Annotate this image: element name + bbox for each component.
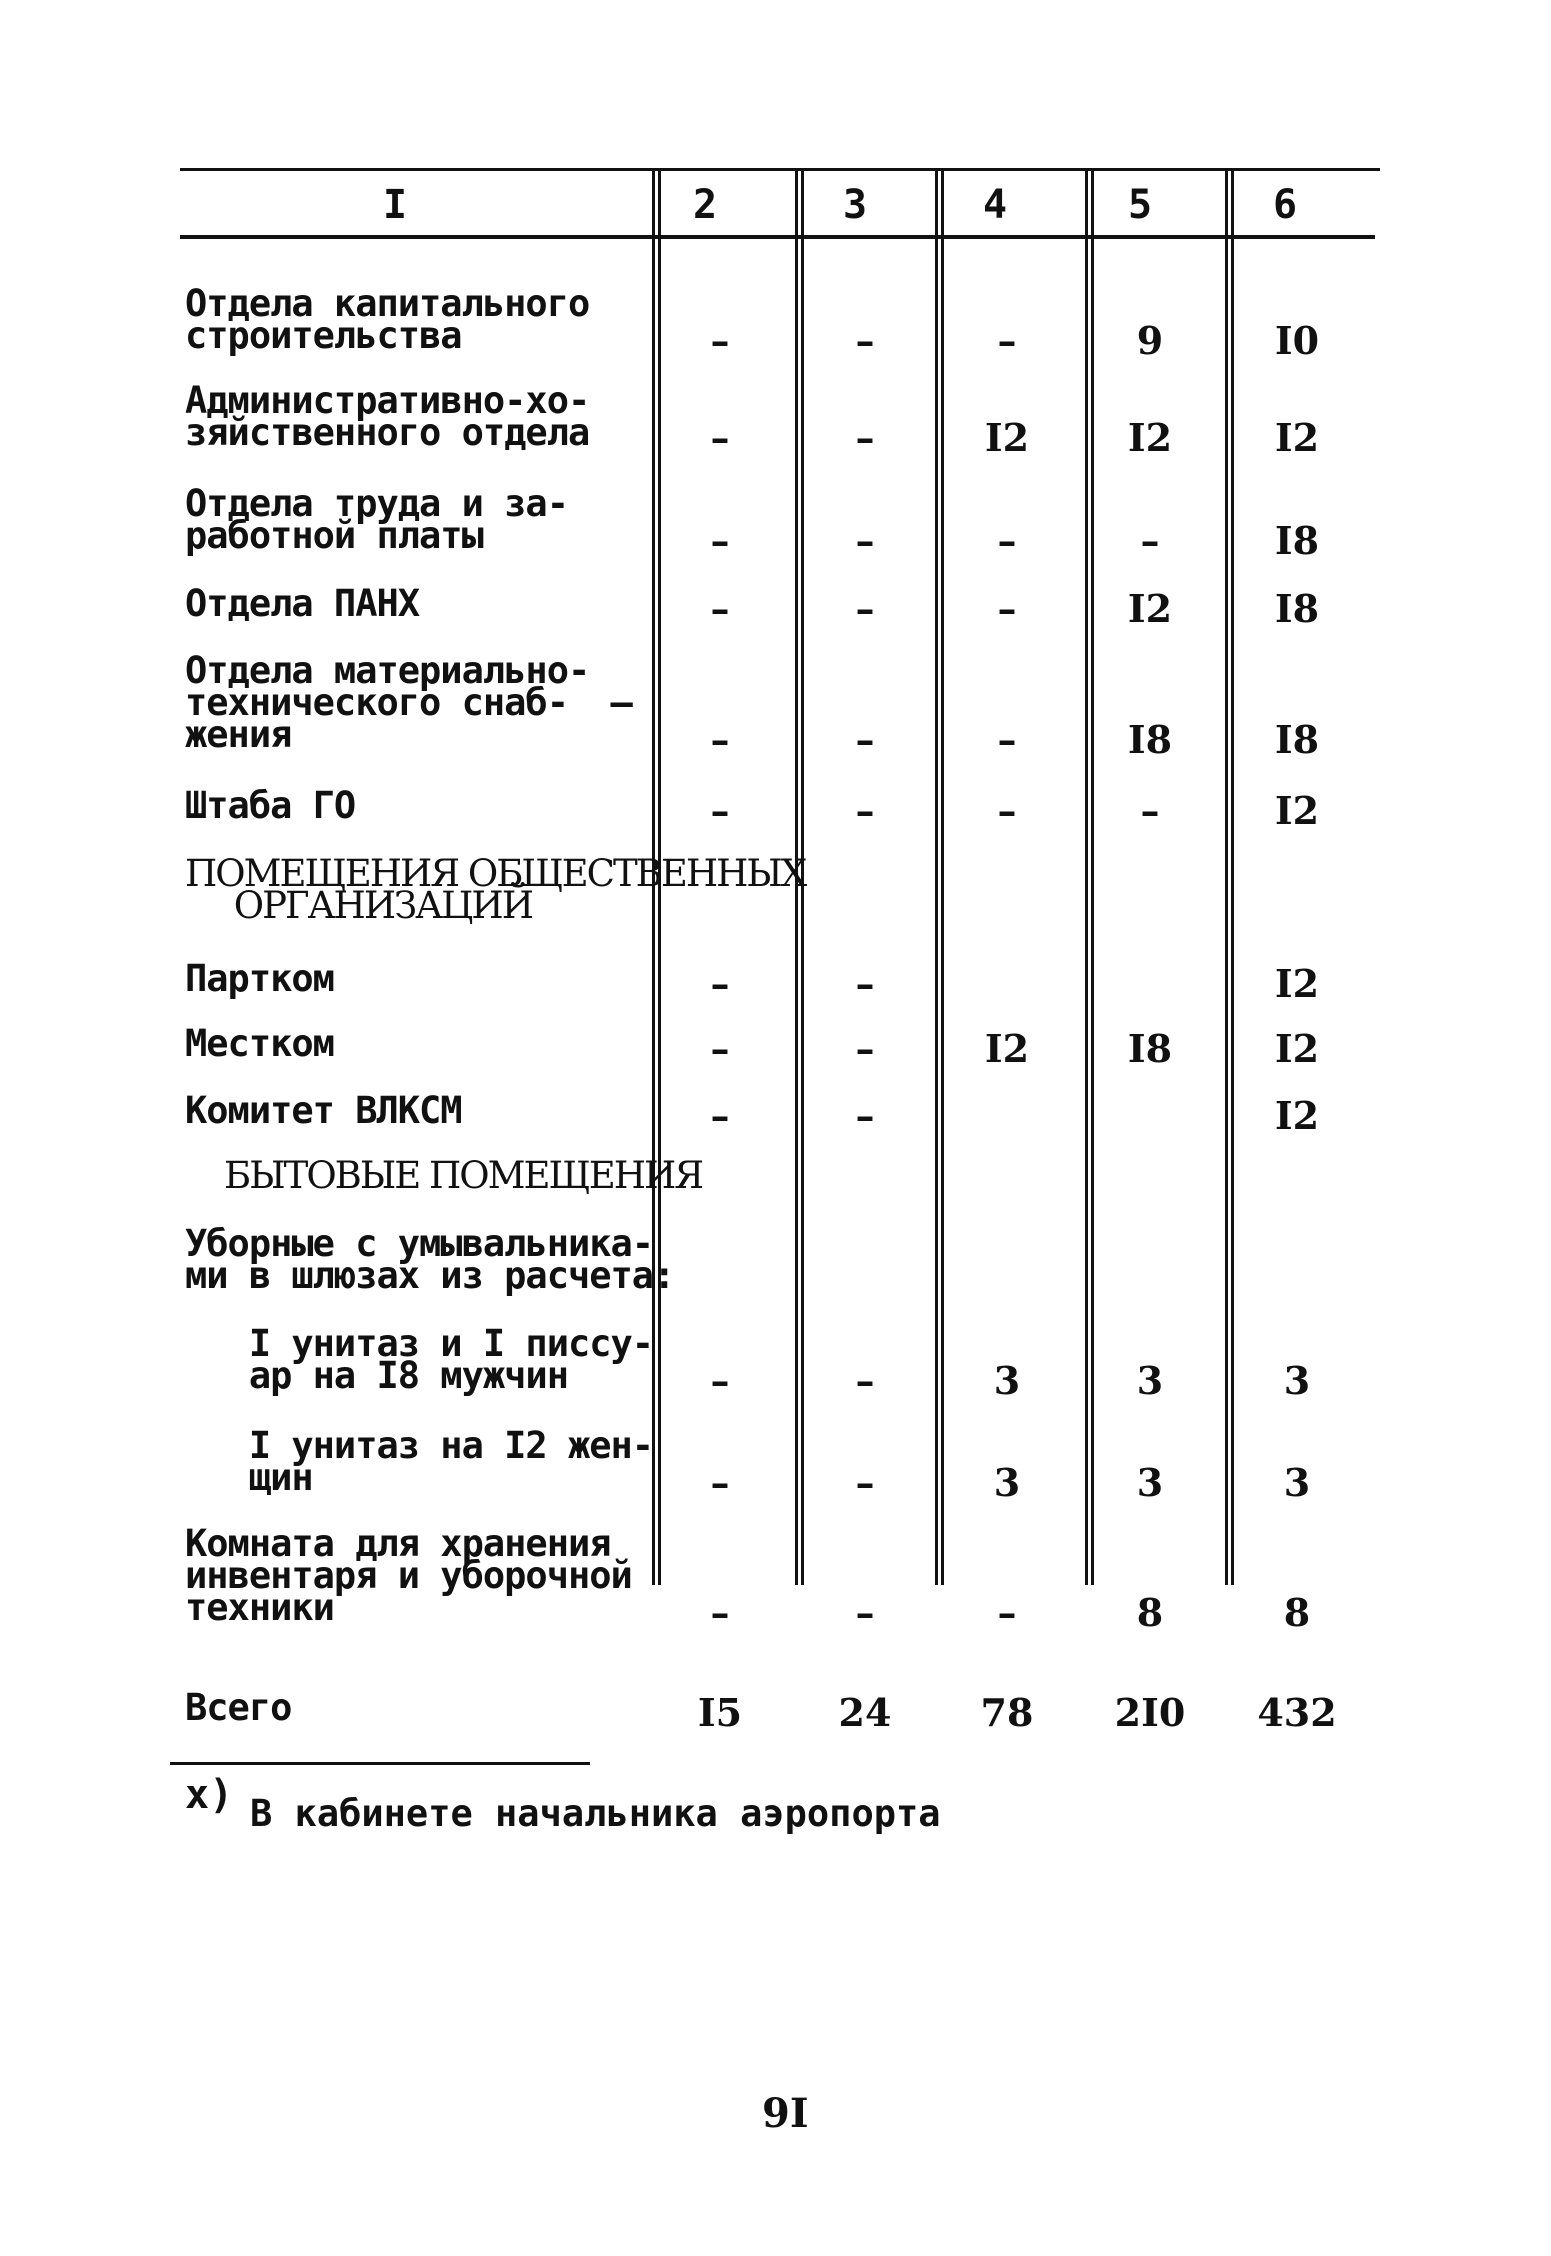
header-cell-4: 4 bbox=[982, 182, 1008, 228]
column-divider-line bbox=[1085, 170, 1088, 1585]
cell-value: I8 bbox=[1127, 1026, 1173, 1071]
row-label: Уборные с умывальника- ми в шлюзах из расчета: bbox=[185, 1222, 675, 1297]
footnote-marker: x) bbox=[185, 1772, 234, 1818]
cell-value: I8 bbox=[1274, 518, 1320, 563]
cell-value: – bbox=[710, 1358, 730, 1403]
cell-value: – bbox=[997, 586, 1017, 631]
cell-value: – bbox=[710, 586, 730, 631]
column-divider-line bbox=[941, 170, 944, 1585]
cell-value: – bbox=[710, 415, 730, 460]
row-label: Отдела материально- технического снаб- – жения bbox=[185, 649, 632, 756]
cell-value: I2 bbox=[1274, 1093, 1320, 1138]
row-label: Административно-хо- зяйственного отдела bbox=[185, 379, 590, 454]
header-cell-6: 6 bbox=[1272, 182, 1298, 228]
cell-value: 3 bbox=[1136, 1460, 1164, 1505]
cell-value: 3 bbox=[1136, 1358, 1164, 1403]
cell-value: – bbox=[710, 1590, 730, 1635]
cell-value: 432 bbox=[1257, 1690, 1337, 1735]
cell-value: – bbox=[855, 961, 875, 1006]
cell-value: – bbox=[1140, 788, 1160, 833]
cell-value: – bbox=[710, 961, 730, 1006]
column-divider-line bbox=[935, 170, 938, 1585]
header-cell-5: 5 bbox=[1127, 182, 1153, 228]
cell-value: I2 bbox=[1127, 586, 1173, 631]
cell-value: – bbox=[855, 1358, 875, 1403]
cell-value: 3 bbox=[993, 1358, 1021, 1403]
cell-value: 3 bbox=[1283, 1460, 1311, 1505]
header-cell-2: 2 bbox=[692, 182, 718, 228]
cell-value: – bbox=[855, 717, 875, 762]
row-label: I унитаз и I писсу- ар на I8 мужчин bbox=[248, 1322, 654, 1397]
cell-value: – bbox=[710, 518, 730, 563]
cell-value: – bbox=[855, 1460, 875, 1505]
cell-value: – bbox=[997, 717, 1017, 762]
cell-value: 24 bbox=[838, 1690, 892, 1735]
row-label: Партком bbox=[185, 957, 334, 1000]
row-label: I унитаз на I2 жен- щин bbox=[248, 1424, 654, 1499]
cell-value: – bbox=[997, 1590, 1017, 1635]
cell-value: – bbox=[855, 415, 875, 460]
cell-value: – bbox=[855, 318, 875, 363]
row-label: Комитет ВЛКСМ bbox=[185, 1089, 462, 1132]
row-label: Штаба ГО bbox=[185, 784, 356, 827]
cell-value: – bbox=[710, 717, 730, 762]
cell-value: I2 bbox=[984, 415, 1030, 460]
cell-value: – bbox=[710, 1026, 730, 1071]
section-heading: БЫТОВЫЕ ПОМЕЩЕНИЯ bbox=[185, 1154, 703, 1197]
cell-value: I2 bbox=[984, 1026, 1030, 1071]
cell-value: I2 bbox=[1127, 415, 1173, 460]
cell-value: – bbox=[997, 788, 1017, 833]
cell-value: – bbox=[855, 586, 875, 631]
cell-value: I2 bbox=[1274, 961, 1320, 1006]
cell-value: 2I0 bbox=[1114, 1690, 1186, 1735]
cell-value: I5 bbox=[697, 1690, 743, 1735]
cell-value: – bbox=[710, 1460, 730, 1505]
footnote-rule bbox=[170, 1762, 590, 1765]
cell-value: I2 bbox=[1274, 1026, 1320, 1071]
column-divider-line bbox=[1225, 170, 1228, 1585]
cell-value: 78 bbox=[980, 1690, 1034, 1735]
cell-value: 3 bbox=[993, 1460, 1021, 1505]
cell-value: – bbox=[997, 318, 1017, 363]
row-label: Местком bbox=[185, 1022, 334, 1065]
section-heading: ПОМЕЩЕНИЯ ОБЩЕСТВЕННЫХ ОРГАНИЗАЦИЙ bbox=[185, 852, 806, 927]
row-label: Отдела труда и за- работной платы bbox=[185, 482, 568, 557]
cell-value: – bbox=[997, 518, 1017, 563]
row-label: Отдела капитального строительства bbox=[185, 282, 590, 357]
cell-value: 9 bbox=[1136, 318, 1164, 363]
header-cell-1: I bbox=[382, 182, 408, 228]
cell-value: – bbox=[855, 1590, 875, 1635]
cell-value: – bbox=[710, 318, 730, 363]
header-cell-3: 3 bbox=[842, 182, 868, 228]
cell-value: – bbox=[855, 1026, 875, 1071]
row-label: Отдела ПАНХ bbox=[185, 582, 420, 625]
page-number: 9I bbox=[762, 2090, 809, 2137]
column-divider-line bbox=[1231, 170, 1234, 1585]
table-horizontal-rule bbox=[180, 168, 1380, 171]
row-label: Всего bbox=[185, 1686, 292, 1729]
cell-value: I8 bbox=[1274, 586, 1320, 631]
cell-value: – bbox=[855, 788, 875, 833]
row-label: Комната для хранения инвентаря и уборочной техники bbox=[185, 1522, 632, 1629]
cell-value: – bbox=[855, 1093, 875, 1138]
footnote-text: В кабинете начальника аэропорта bbox=[250, 1792, 941, 1835]
cell-value: I0 bbox=[1274, 318, 1320, 363]
cell-value: 3 bbox=[1283, 1358, 1311, 1403]
cell-value: – bbox=[1140, 518, 1160, 563]
cell-value: – bbox=[855, 518, 875, 563]
cell-value: – bbox=[710, 788, 730, 833]
table-horizontal-rule bbox=[180, 235, 1375, 239]
cell-value: I8 bbox=[1274, 717, 1320, 762]
cell-value: I8 bbox=[1127, 717, 1173, 762]
cell-value: – bbox=[710, 1093, 730, 1138]
cell-value: 8 bbox=[1283, 1590, 1311, 1635]
cell-value: I2 bbox=[1274, 788, 1320, 833]
cell-value: I2 bbox=[1274, 415, 1320, 460]
cell-value: 8 bbox=[1136, 1590, 1164, 1635]
